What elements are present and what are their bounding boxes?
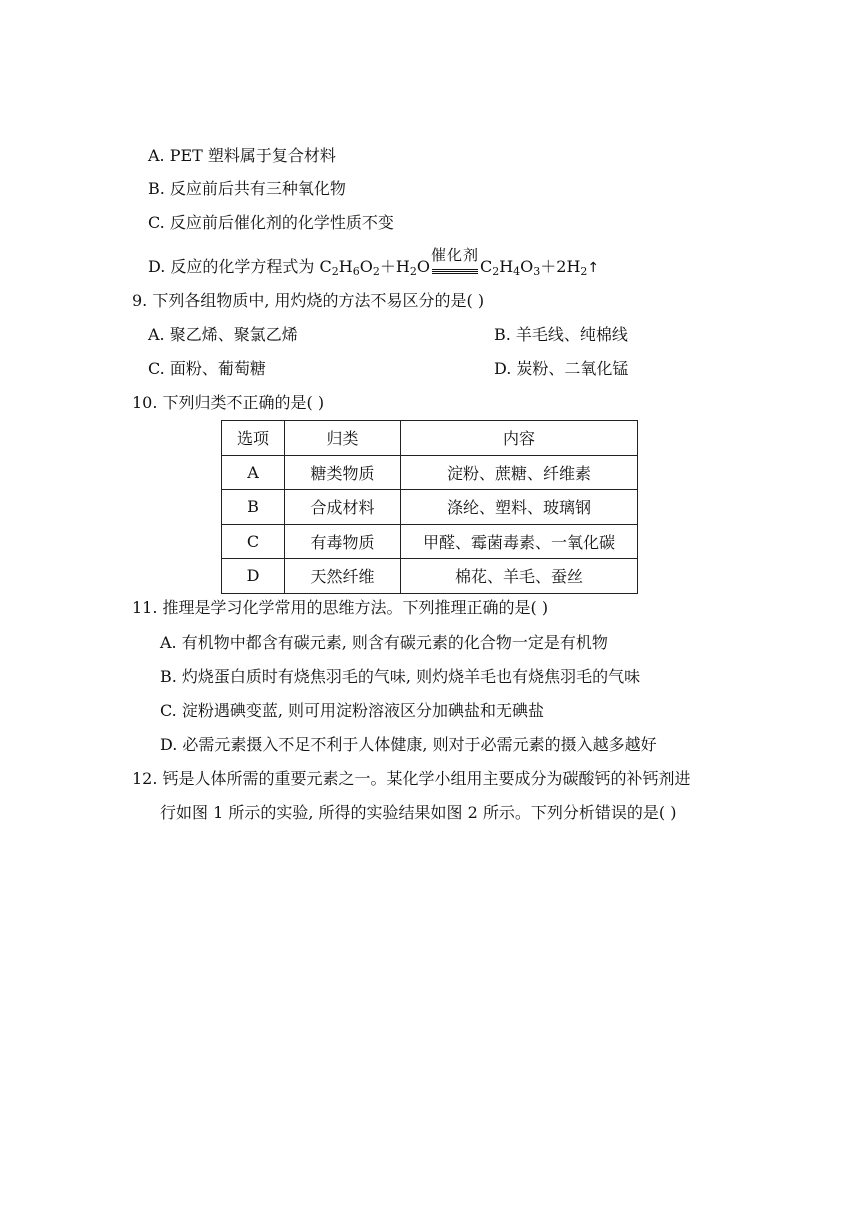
q12-stem-line1: 12. 钙是人体所需的重要元素之一。某化学小组用主要成分为碳酸钙的补钙剂进 bbox=[132, 769, 691, 788]
q8-option-d bbox=[148, 246, 600, 279]
table-header-cell: 选项 bbox=[222, 421, 285, 456]
table-row bbox=[222, 559, 638, 594]
q10-stem: 10. 下列归类不正确的是( ) bbox=[132, 393, 325, 412]
q9-option-d: D. 炭粉、二氧化锰 bbox=[494, 359, 629, 378]
table-cell: 合成材料 bbox=[285, 490, 401, 525]
q11-stem: 11. 推理是学习化学常用的思维方法。下列推理正确的是( ) bbox=[132, 598, 549, 617]
table-row bbox=[222, 490, 638, 525]
table-cell: 天然纤维 bbox=[285, 559, 401, 594]
table-cell: D bbox=[222, 559, 285, 594]
table-cell: 淀粉、蔗糖、纤维素 bbox=[401, 455, 638, 490]
table-row bbox=[222, 524, 638, 559]
catalyst-condition bbox=[430, 246, 480, 279]
q11-option-c: C. 淀粉遇碘变蓝, 则可用淀粉溶液区分加碘盐和无碘盐 bbox=[160, 701, 545, 720]
q9-option-c: C. 面粉、葡萄糖 bbox=[148, 359, 266, 378]
chemical-equation: $C_2H_6O_2+H_2O$ 催化剂 $C_2H_4O_3+2H_2↑$ bbox=[319, 246, 600, 278]
table-cell: 涤纶、塑料、玻璃钢 bbox=[401, 490, 638, 525]
q8-option-b: B. 反应前后共有三种氧化物 bbox=[148, 179, 346, 198]
table-cell: B bbox=[222, 490, 285, 525]
table-row bbox=[222, 455, 638, 490]
q9-stem: 9. 下列各组物质中, 用灼烧的方法不易区分的是( ) bbox=[132, 291, 485, 310]
q8-option-d-prefix: D. 反应的化学方程式为 bbox=[148, 257, 320, 276]
table-cell: A bbox=[222, 455, 285, 490]
gas-arrow-icon: ↑ bbox=[587, 260, 600, 276]
q11-option-b: B. 灼烧蛋白质时有烧焦羽毛的气味, 则灼烧羊毛也有烧焦羽毛的气味 bbox=[160, 667, 641, 686]
table-cell: 棉花、羊毛、蚕丝 bbox=[401, 559, 638, 594]
q9-option-b: B. 羊毛线、纯棉线 bbox=[494, 325, 628, 344]
catalyst-label: 催化剂 bbox=[430, 246, 479, 264]
q9-option-a: A. 聚乙烯、聚氯乙烯 bbox=[148, 325, 298, 344]
q11-option-a: A. 有机物中都含有碳元素, 则含有碳元素的化合物一定是有机物 bbox=[160, 633, 608, 652]
table-cell: 糖类物质 bbox=[285, 455, 401, 490]
table-cell: C bbox=[222, 524, 285, 559]
q11-option-d: D. 必需元素摄入不足不利于人体健康, 则对于必需元素的摄入越多越好 bbox=[160, 735, 657, 754]
q8-option-c: C. 反应前后催化剂的化学性质不变 bbox=[148, 213, 394, 232]
q12-stem-line2: 行如图 1 所示的实验, 所得的实验结果如图 2 所示。下列分析错误的是( ) bbox=[160, 803, 677, 822]
classification-table bbox=[221, 420, 638, 594]
q8-option-a: A. PET 塑料属于复合材料 bbox=[148, 146, 336, 165]
table-header-cell: 归类 bbox=[285, 421, 401, 456]
table-header-cell: 内容 bbox=[401, 421, 638, 456]
table-cell: 甲醛、霉菌毒素、一氧化碳 bbox=[401, 524, 638, 559]
table-header-row bbox=[222, 421, 638, 456]
equals-sign bbox=[432, 269, 478, 274]
table-cell: 有毒物质 bbox=[285, 524, 401, 559]
